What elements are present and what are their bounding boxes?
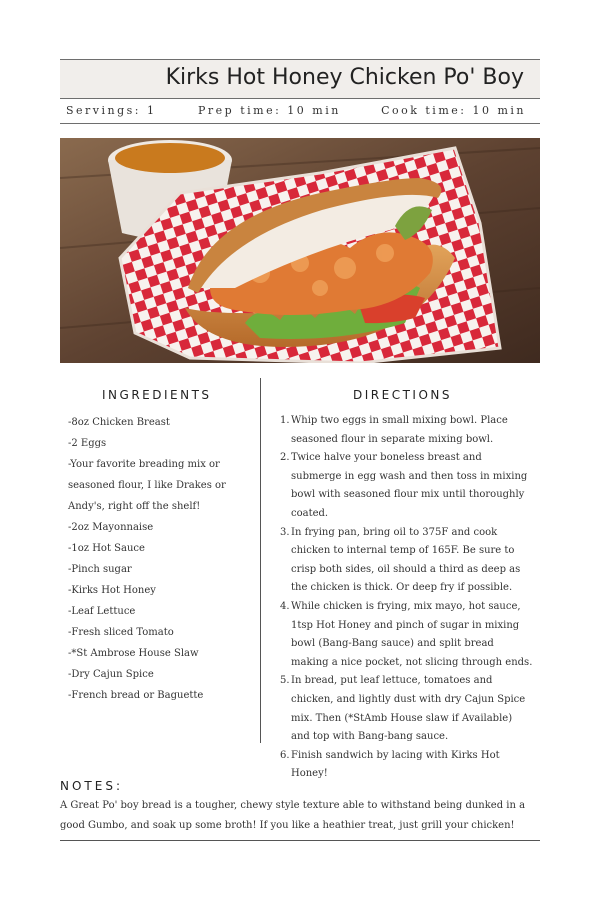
step-number: 3. — [280, 526, 290, 538]
recipe-meta-row — [60, 100, 540, 124]
ingredient-item: -2oz Mayonnaise — [68, 522, 154, 533]
notes-bottom-rule — [60, 840, 540, 841]
ingredient-item: -Your favorite breading mix or seasoned flour, I like Drakes or Andy's, right off the shelf! — [68, 459, 226, 512]
ingredient-item: -1oz Hot Sauce — [68, 543, 145, 554]
cook-time-label: Cook time: 10 min — [381, 104, 526, 117]
prep-time-label: Prep time: 10 min — [198, 104, 341, 117]
step-number: 2. — [280, 452, 290, 464]
column-divider — [260, 378, 261, 743]
ingredient-item: -8oz Chicken Breast — [68, 417, 170, 428]
step-number: 6. — [280, 749, 290, 761]
servings-label: Servings: 1 — [66, 104, 157, 117]
notes-text: A Great Po' boy bread is a tougher, chewy style texture able to withstand being dunked in a good Gumbo, and soak up some broth! If you like a heathier treat, just grill your chicken! — [60, 800, 526, 831]
direction-step — [280, 672, 534, 746]
ingredient-item: -Kirks Hot Honey — [68, 585, 156, 596]
directions-heading: DIRECTIONS — [353, 388, 452, 402]
notes-heading: NOTES: — [60, 779, 123, 793]
recipe-title: Kirks Hot Honey Chicken Po' Boy — [165, 65, 524, 90]
step-text: In frying pan, bring oil to 375F and cook chicken to internal temp of 165F. Be sure to crisp both sides, oil should a third as deep as the chicken is thick. Or deep fry if possible. — [291, 526, 521, 594]
directions-list — [280, 412, 534, 784]
direction-step — [280, 524, 534, 598]
po-boy-photo-illustration — [60, 138, 540, 363]
step-text: In bread, put leaf lettuce, tomatoes and chicken, and lightly dust with dry Cajun Spice mix. Then (*StAmb House slaw if Available) and top with Bang-bang sauce. — [291, 675, 526, 743]
step-text: Finish sandwich by lacing with Kirks Hot Honey! — [291, 749, 500, 780]
ingredient-item: -French bread or Baguette — [68, 690, 204, 701]
ingredient-item: -Fresh sliced Tomato — [68, 627, 174, 638]
ingredients-heading: INGREDIENTS — [102, 388, 212, 402]
direction-step — [280, 747, 534, 784]
recipe-photo — [60, 138, 540, 363]
direction-step — [280, 598, 534, 672]
ingredient-item: -*St Ambrose House Slaw — [68, 648, 199, 659]
step-text: Twice halve your boneless breast and submerge in egg wash and then toss in mixing bowl with seasoned flour mix until thoroughly coated. — [291, 452, 528, 519]
step-text: Whip two eggs in small mixing bowl. Place seasoned flour in separate mixing bowl. — [291, 415, 508, 445]
ingredient-item: -2 Eggs — [68, 438, 107, 449]
step-number: 1. — [280, 415, 290, 426]
title-band — [60, 59, 540, 99]
ingredient-item: -Leaf Lettuce — [68, 606, 136, 617]
step-text: While chicken is frying, mix mayo, hot sauce, 1tsp Hot Honey and pinch of sugar in mixing bowl (Bang-Bang sauce) and split bread making a nice pocket, not slicing through ends. — [291, 600, 533, 668]
step-number: 4. — [280, 600, 290, 612]
direction-step — [280, 449, 534, 523]
ingredient-item: -Pinch sugar — [68, 564, 132, 575]
ingredient-item: -Dry Cajun Spice — [68, 669, 154, 680]
direction-step — [280, 412, 534, 449]
ingredients-list — [68, 412, 248, 706]
step-number: 5. — [280, 675, 290, 687]
